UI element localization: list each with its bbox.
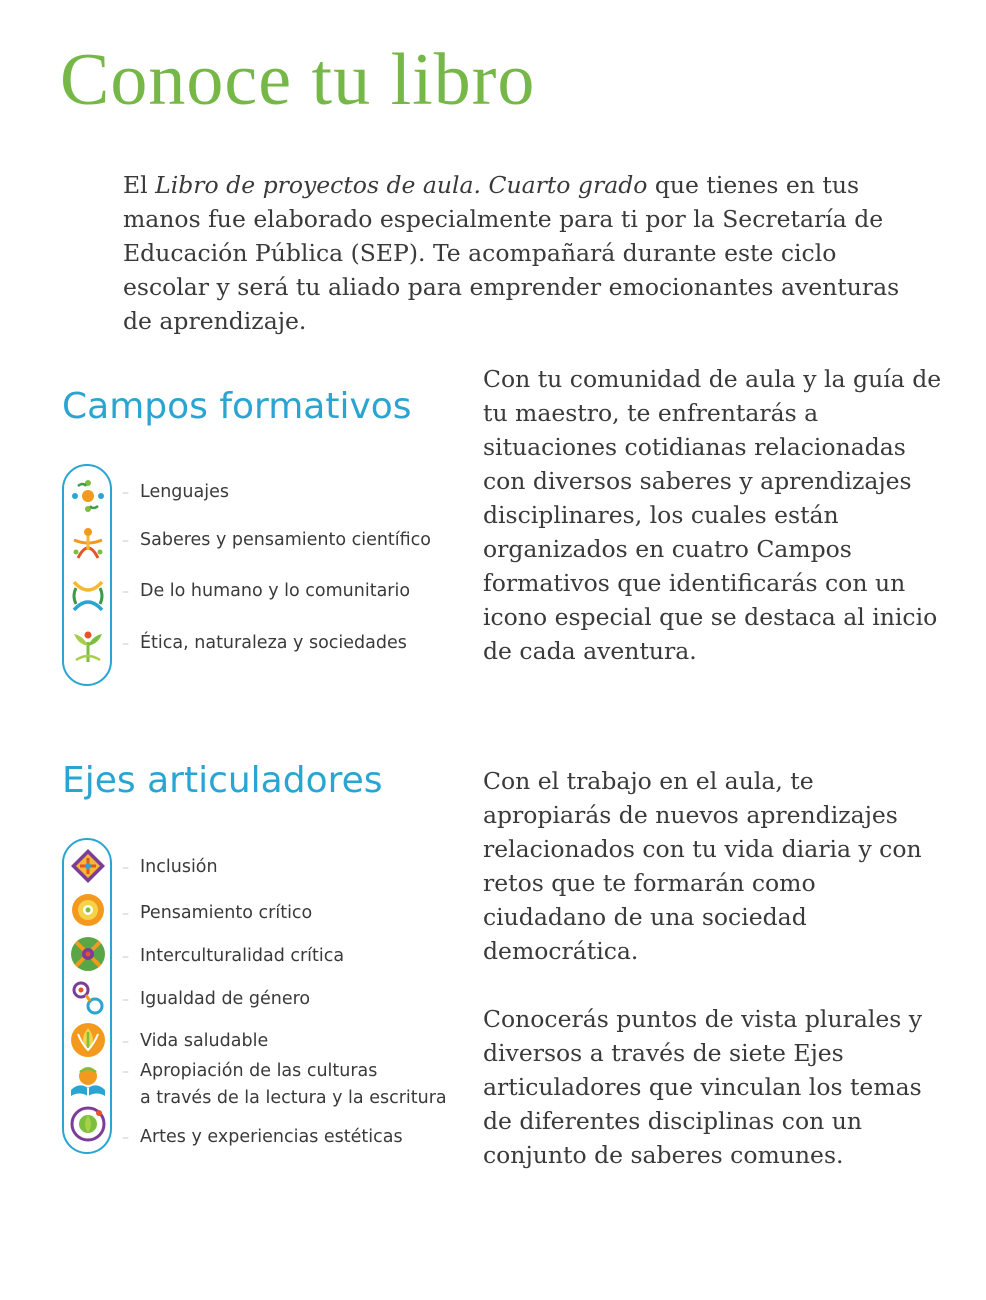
ejes-item-artes: – Artes y experiencias estéticas — [122, 1127, 403, 1147]
intro-prefix: El — [123, 171, 156, 199]
ejes-item-vida-saludable: – Vida saludable — [122, 1031, 269, 1051]
campos-description: Con tu comunidad de aula y la guía de tu maestro, te enfrentarás a situaciones cotidianas relacionadas con diversos saberes y aprendizajes disciplinares, los cuales están organizados en cuatro Campos formativos que identificarás con un icono especial que se destaca al inicio de cada aventura. — [483, 365, 942, 665]
campos-item-lenguajes: – Lenguajes — [122, 482, 229, 502]
interculturalidad-icon — [68, 934, 108, 974]
humano-comunitario-icon — [68, 576, 108, 616]
ejes-description-2: Conocerás puntos de vista plurales y diversos a través de siete Ejes articuladores que vinculan los temas de diferentes disciplinas con un conjunto de saberes comunes. — [483, 1005, 923, 1169]
vida-saludable-icon — [68, 1020, 108, 1060]
inclusion-icon — [68, 846, 108, 886]
igualdad-genero-icon — [68, 978, 108, 1018]
ejes-heading: Ejes articuladores — [62, 760, 383, 801]
campos-heading: Campos formativos — [62, 386, 412, 427]
ejes-item-pensamiento: – Pensamiento crítico — [122, 903, 313, 923]
campos-item-saberes: – Saberes y pensamiento científico — [122, 530, 432, 550]
etica-naturaleza-icon — [68, 626, 108, 666]
page-title: Conoce tu libro — [60, 39, 536, 121]
ejes-item-igualdad: – Igualdad de género — [122, 989, 311, 1009]
artes-icon — [68, 1104, 108, 1144]
ejes-item-interculturalidad: – Interculturalidad crítica — [122, 946, 345, 966]
pensamiento-critico-icon — [68, 890, 108, 930]
ejes-item-apropiacion: – Apropiación de las culturas a través de la lectura y la escritura — [122, 1058, 447, 1111]
campos-item-etica: – Ética, naturaleza y sociedades — [122, 633, 407, 653]
lectura-escritura-icon — [68, 1062, 108, 1102]
saberes-icon — [68, 524, 108, 564]
ejes-description-1: Con el trabajo en el aula, te apropiarás de nuevos aprendizajes relacionados con tu vida diaria y con retos que te formarán como ciudadano de una sociedad democrática. — [483, 767, 922, 965]
campos-item-humano: – De lo humano y lo comunitario — [122, 581, 411, 601]
lenguajes-icon — [68, 476, 108, 516]
intro-book-title: Libro de proyectos de aula. Cuarto grado — [155, 171, 648, 199]
ejes-item-inclusion: – Inclusión — [122, 857, 218, 877]
intro-suffix: que tienes en tus manos fue elaborado especialmente para ti por la Secretaría de Educación Pública (SEP). Te acompañará durante este ciclo escolar y será tu aliado para emprender emocionantes aventuras de aprendizaje. — [123, 171, 900, 335]
intro-paragraph — [123, 168, 903, 338]
ejes-item-apropiacion-line2: a través de la lectura y la escritura — [140, 1088, 447, 1108]
